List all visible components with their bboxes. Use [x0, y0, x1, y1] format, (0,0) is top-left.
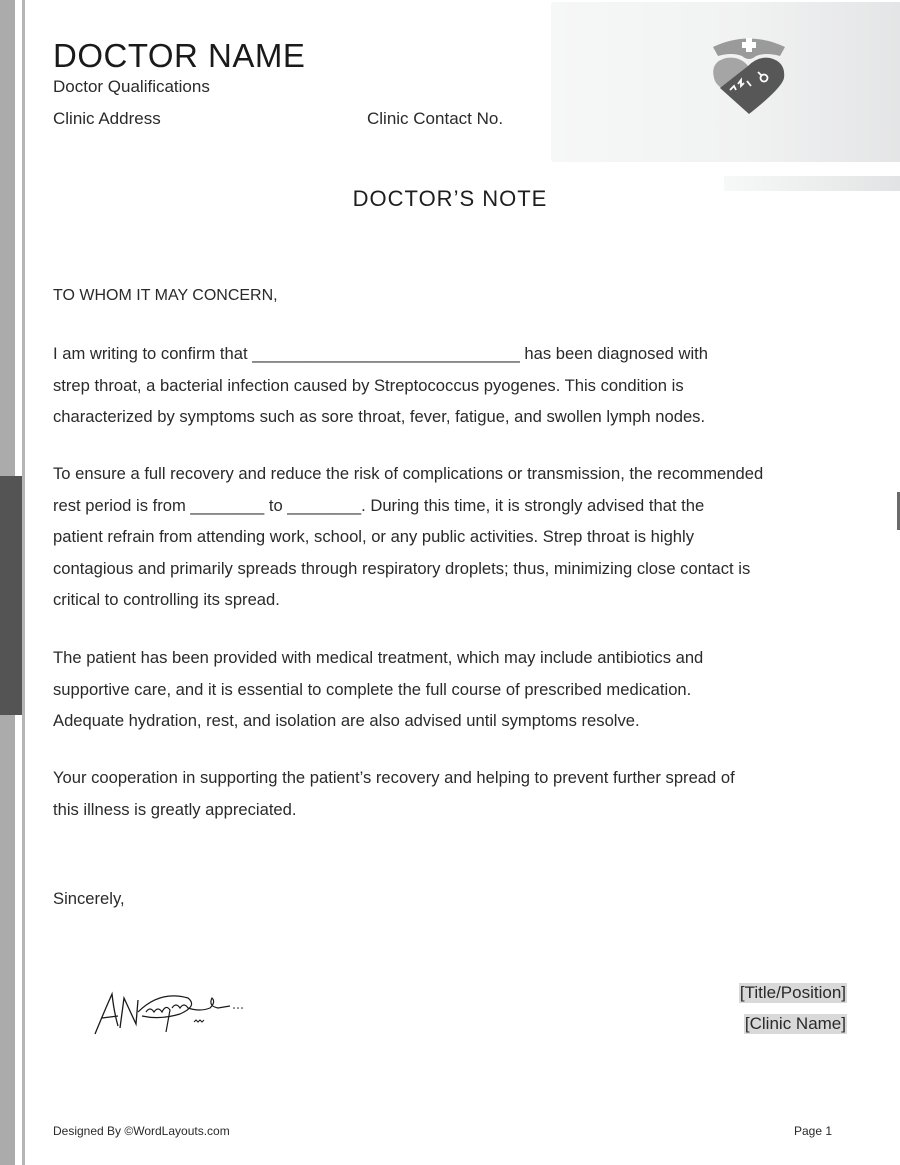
- heart-nurse-cap-heartbeat-icon: [706, 34, 792, 116]
- footer-credit: Designed By ©WordLayouts.com: [53, 1124, 230, 1138]
- paragraph-cooperation: [53, 762, 853, 825]
- paragraph-line: critical to controlling its spread.: [53, 590, 280, 609]
- paragraph-line: The patient has been provided with medical treatment, which may include antibiotics and: [53, 648, 704, 667]
- paragraph-diagnosis: [53, 338, 853, 433]
- doctor-name: DOCTOR NAME: [53, 37, 306, 74]
- paragraph-line: supportive care, and it is essential to complete the full course of prescribed medication.: [53, 679, 692, 699]
- paragraph-line: rest period is from ________ to ________. During this time, it is strongly advised that the: [53, 495, 705, 515]
- paragraph-line: this illness is greatly appreciated.: [53, 799, 297, 819]
- paragraph-treatment: [53, 642, 853, 737]
- doctor-qualifications: Doctor Qualifications: [53, 77, 210, 96]
- salutation: TO WHOM IT MAY CONCERN,: [53, 287, 278, 304]
- paragraph-line: contagious and primarily spreads through respiratory droplets; thus, minimizing close contact is: [53, 558, 751, 578]
- paragraph-line: patient refrain from attending work, school, or any public activities. Strep throat is highly: [53, 527, 695, 546]
- closing: Sincerely,: [53, 889, 125, 908]
- paragraph-rest-period: [53, 458, 853, 616]
- clinic-contact-number: Clinic Contact No.: [367, 109, 504, 128]
- paragraph-line: I am writing to confirm that _____________________________ has been diagnosed with: [53, 344, 709, 363]
- signer-clinic-placeholder: [Clinic Name]: [744, 1014, 846, 1033]
- document-title: DOCTOR’S NOTE: [352, 186, 548, 211]
- paragraph-line: strep throat, a bacterial infection caused by Streptococcus pyogenes. This condition is: [53, 375, 684, 395]
- paragraph-line: Your cooperation in supporting the patient’s recovery and helping to prevent further spread of: [53, 768, 735, 787]
- handwritten-signature-icon: [90, 982, 250, 1042]
- paragraph-line: Adequate hydration, rest, and isolation are also advised until symptoms resolve.: [53, 711, 640, 730]
- paragraph-line: To ensure a full recovery and reduce the risk of complications or transmission, the recommended: [53, 464, 764, 483]
- paragraph-line: characterized by symptoms such as sore throat, fever, fatigue, and swollen lymph nodes.: [53, 407, 706, 426]
- left-decorative-line: [22, 0, 25, 1165]
- page-number: Page 1: [794, 1124, 833, 1138]
- clinic-address: Clinic Address: [53, 109, 161, 128]
- signer-title-placeholder: [Title/Position]: [739, 983, 846, 1002]
